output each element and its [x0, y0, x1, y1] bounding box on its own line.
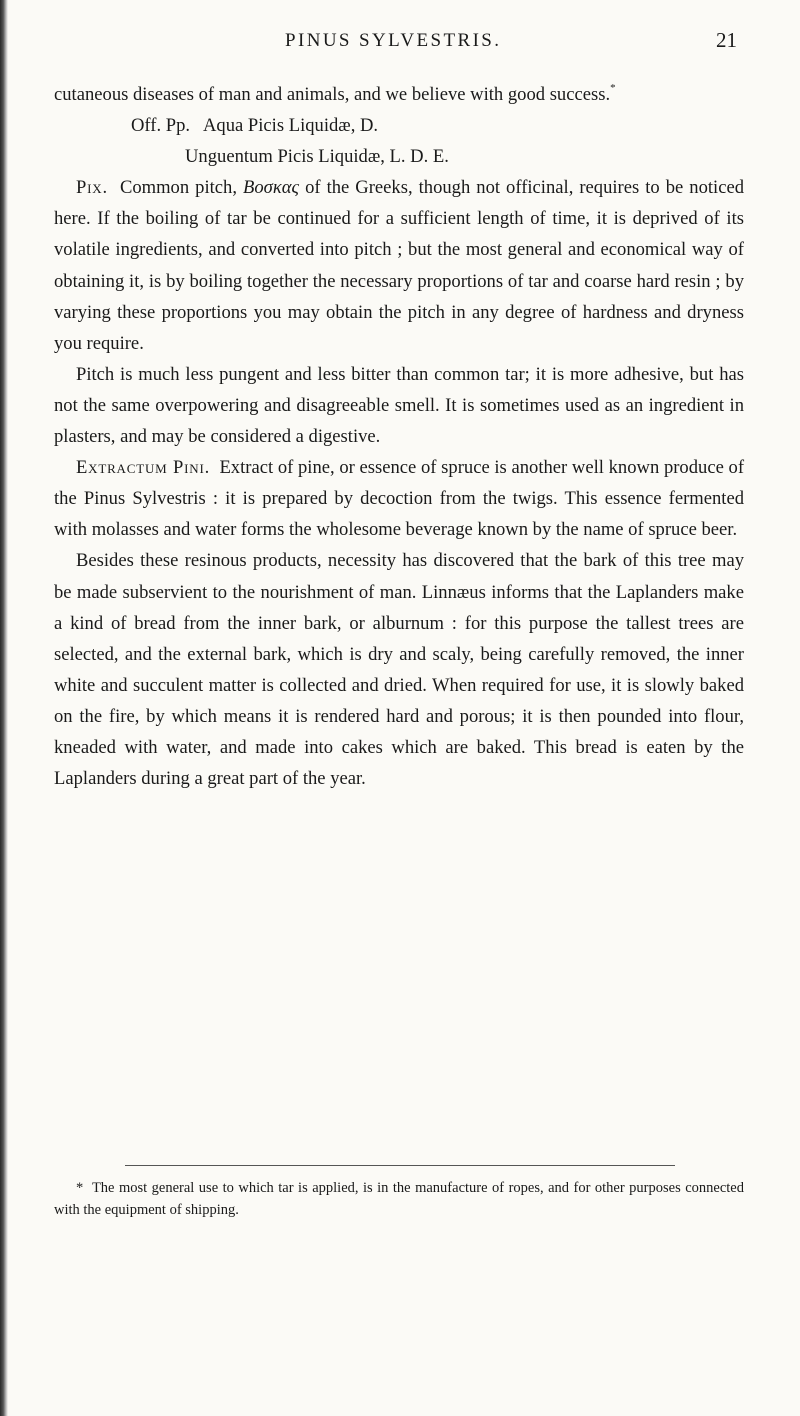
footnote-paragraph — [54, 1177, 744, 1221]
page-number: 21 — [716, 28, 737, 52]
page-spine-shadow — [0, 0, 8, 1416]
officinal-preparation-1: Aqua Picis Liquidæ, D. — [202, 115, 379, 137]
body-text — [54, 79, 744, 794]
officinal-label: Off. Pp. — [131, 115, 191, 137]
pitch-paragraph: Pitch is much less pungent and less bitter than common tar; it is more adhesive, but has not the same overpowering and disagreeable smell. It is sometimes used as an ingredient in plasters, and may be considered a digestive. — [54, 363, 744, 448]
greek-term: Βοσκας — [243, 177, 300, 199]
footnote — [54, 1177, 744, 1221]
extractum-text: Extract of pine, or essence of spruce is another well known produce of the Pinus Sylvestris : it is prepared by decoction from the twigs. This essence fermented with molasses and water forms the wholesome beverage known by the name of spruce beer. — [54, 457, 745, 541]
page-header — [0, 26, 800, 56]
footnote-marker: * — [76, 1180, 84, 1196]
footnote-reference: * — [610, 82, 616, 94]
extractum-term: Extractum Pini. — [76, 457, 211, 479]
officinal-preparation-2: Unguentum Picis Liquidæ, L. D. E. — [185, 146, 449, 168]
officinal-preparations-line — [54, 110, 744, 141]
footnote-rule — [125, 1165, 675, 1166]
officinal-preparations-line-2 — [54, 141, 744, 172]
pix-term: Pix. — [76, 177, 108, 199]
footnote-text: The most general use to which tar is applied, is in the manufacture of ropes, and for other purposes connected with the equipment of shipping. — [54, 1180, 744, 1218]
pix-paragraph — [54, 172, 744, 359]
continuation-paragraph — [54, 79, 744, 110]
continuation-text: cutaneous diseases of man and animals, and we believe with good success. — [54, 84, 611, 105]
running-head: PINUS SYLVESTRIS. — [285, 30, 502, 51]
pix-text-b: of the Greeks, though not officinal, requires to be noticed here. If the boiling of tar be continued for a sufficient length of time, it is deprived of its volatile ingredients, and converted into pitch ; but the most general and economical way of obtaining it, is by boiling together the necessary proportions of tar and coarse hard resin ; by varying these proportions you may obtain the pitch in any degree of hardness and dryness you require. — [54, 177, 744, 354]
besides-paragraph: Besides these resinous products, necessity has discovered that the bark of this tree may be made subservient to the nourishment of man. Linnæus informs that the Laplanders make a kind of bread from the inner bark, or alburnum : for this purpose the tallest trees are selected, and the external bark, which is dry and scaly, being carefully removed, the inner white and succulent matter is collected and dried. When required for use, it is slowly baked on the fire, by which means it is rendered hard and porous; it is then pounded into flour, kneaded with water, and made into cakes which are baked. This bread is eaten by the Laplanders during a great part of the year. — [54, 550, 744, 790]
pix-text-a: Common pitch, — [119, 177, 237, 199]
extractum-paragraph — [54, 452, 744, 545]
